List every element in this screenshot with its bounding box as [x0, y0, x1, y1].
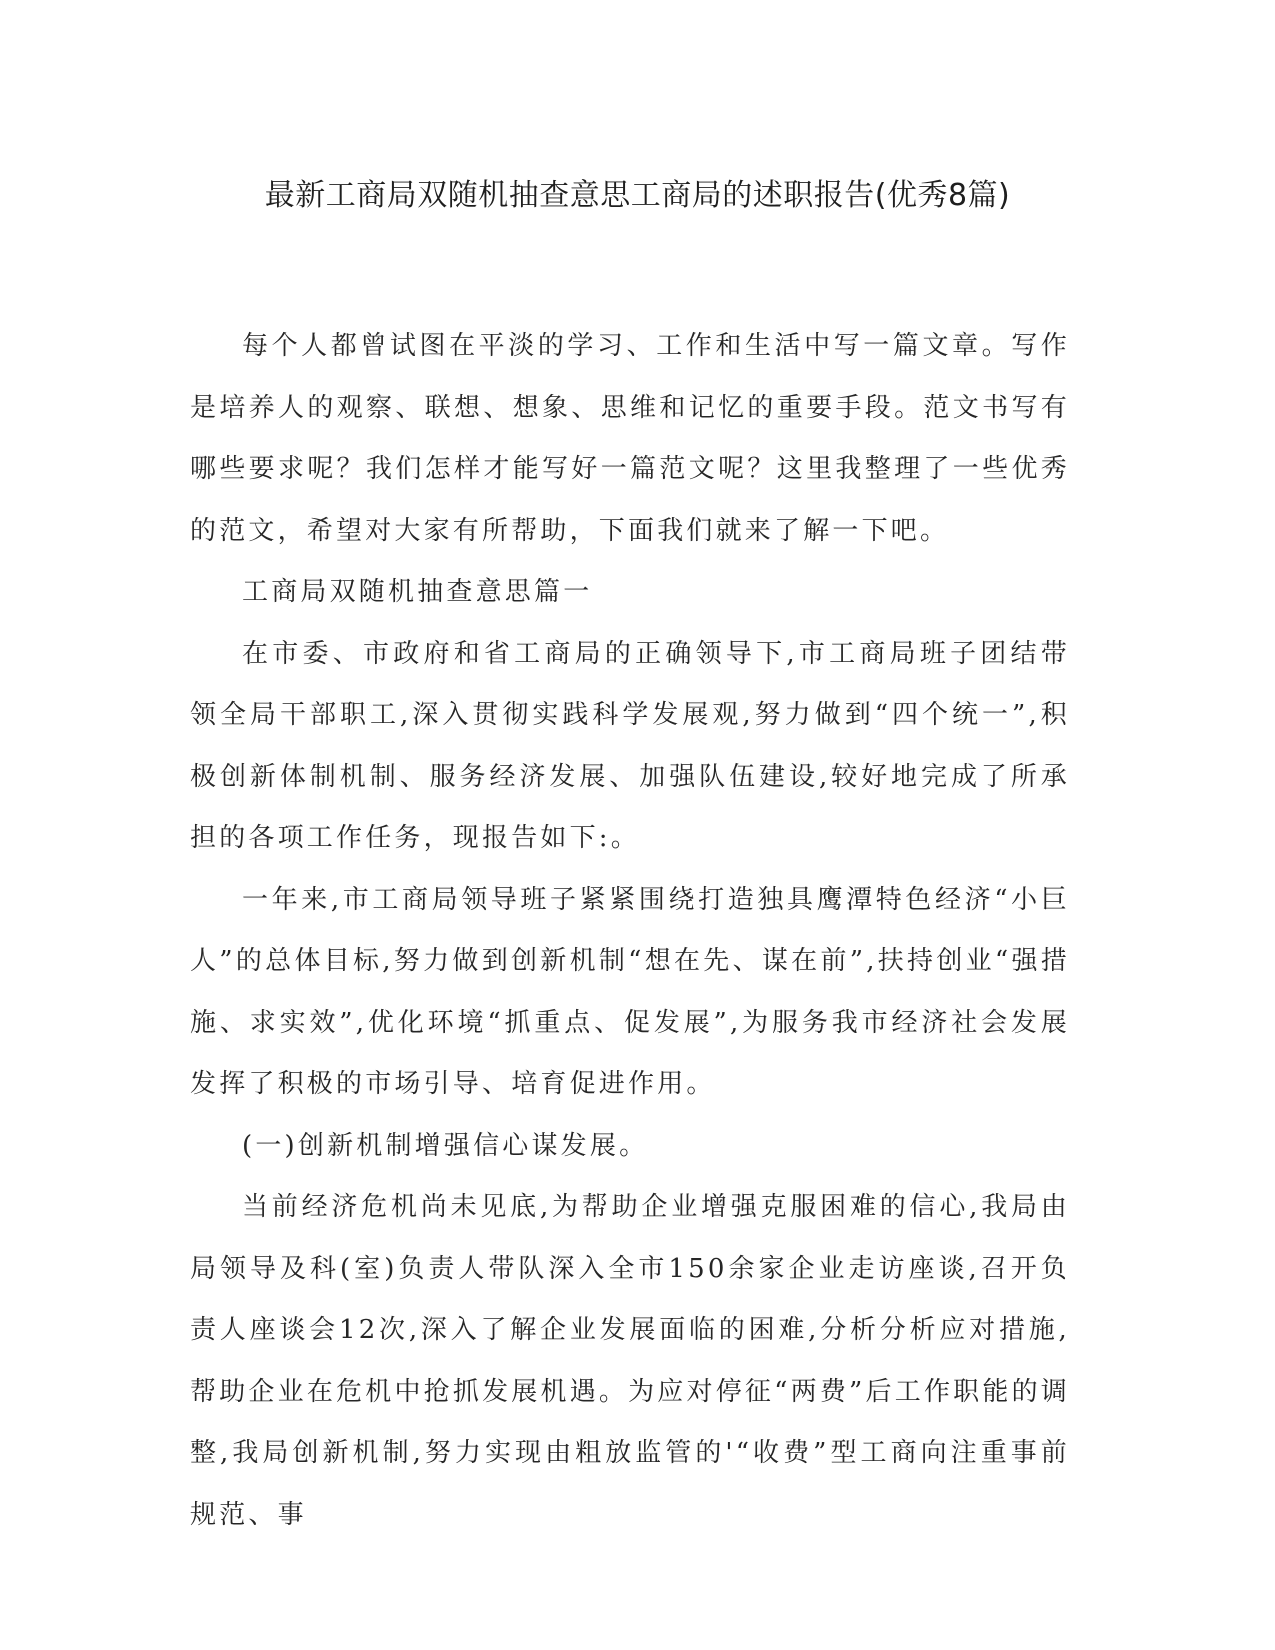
section-heading-chapter-1: 工商局双随机抽查意思篇一 — [242, 577, 593, 607]
document-body — [190, 316, 1070, 1546]
paragraph-report-opening: 在市委、市政府和省工商局的正确领导下,市工商局班子团结带领全局干部职工,深入贯彻实践科学发展观,努力做到“四个统一”,积极创新体制机制、服务经济发展、加强队伍建设,较好地完成了所承担的各项工作任务，现报告如下:。 — [190, 638, 1070, 853]
paragraph-crisis-measures: 当前经济危机尚未见底,为帮助企业增强克服困难的信心,我局由局领导及科(室)负责人带队深入全市150余家企业走访座谈,召开负责人座谈会12次,深入了解企业发展面临的困难,分析分析应对措施,帮助企业在危机中抢抓发展机遇。为应对停征“两费”后工作职能的调整,我局创新机制,努力实现由粗放监管的'“收费”型工商向注重事前规范、事 — [190, 1192, 1070, 1530]
paragraph-year-summary: 一年来,市工商局领导班子紧紧围绕打造独具鹰潭特色经济“小巨人”的总体目标,努力做到创新机制“想在先、谋在前”,扶持创业“强措施、求实效”,优化环境“抓重点、促发展”,为服务我市经济社会发展发挥了积极的市场引导、培育促进作用。 — [190, 884, 1070, 1099]
subsection-heading-1: (一)创新机制增强信心谋发展。 — [242, 1130, 649, 1161]
document-title: 最新工商局双随机抽查意思工商局的述职报告(优秀8篇) — [264, 178, 1011, 213]
paragraph-intro: 每个人都曾试图在平淡的学习、工作和生活中写一篇文章。写作是培养人的观察、联想、想象、思维和记忆的重要手段。范文书写有哪些要求呢？我们怎样才能写好一篇范文呢？这里我整理了一些优秀的范文，希望对大家有所帮助，下面我们就来了解一下吧。 — [190, 331, 1070, 546]
